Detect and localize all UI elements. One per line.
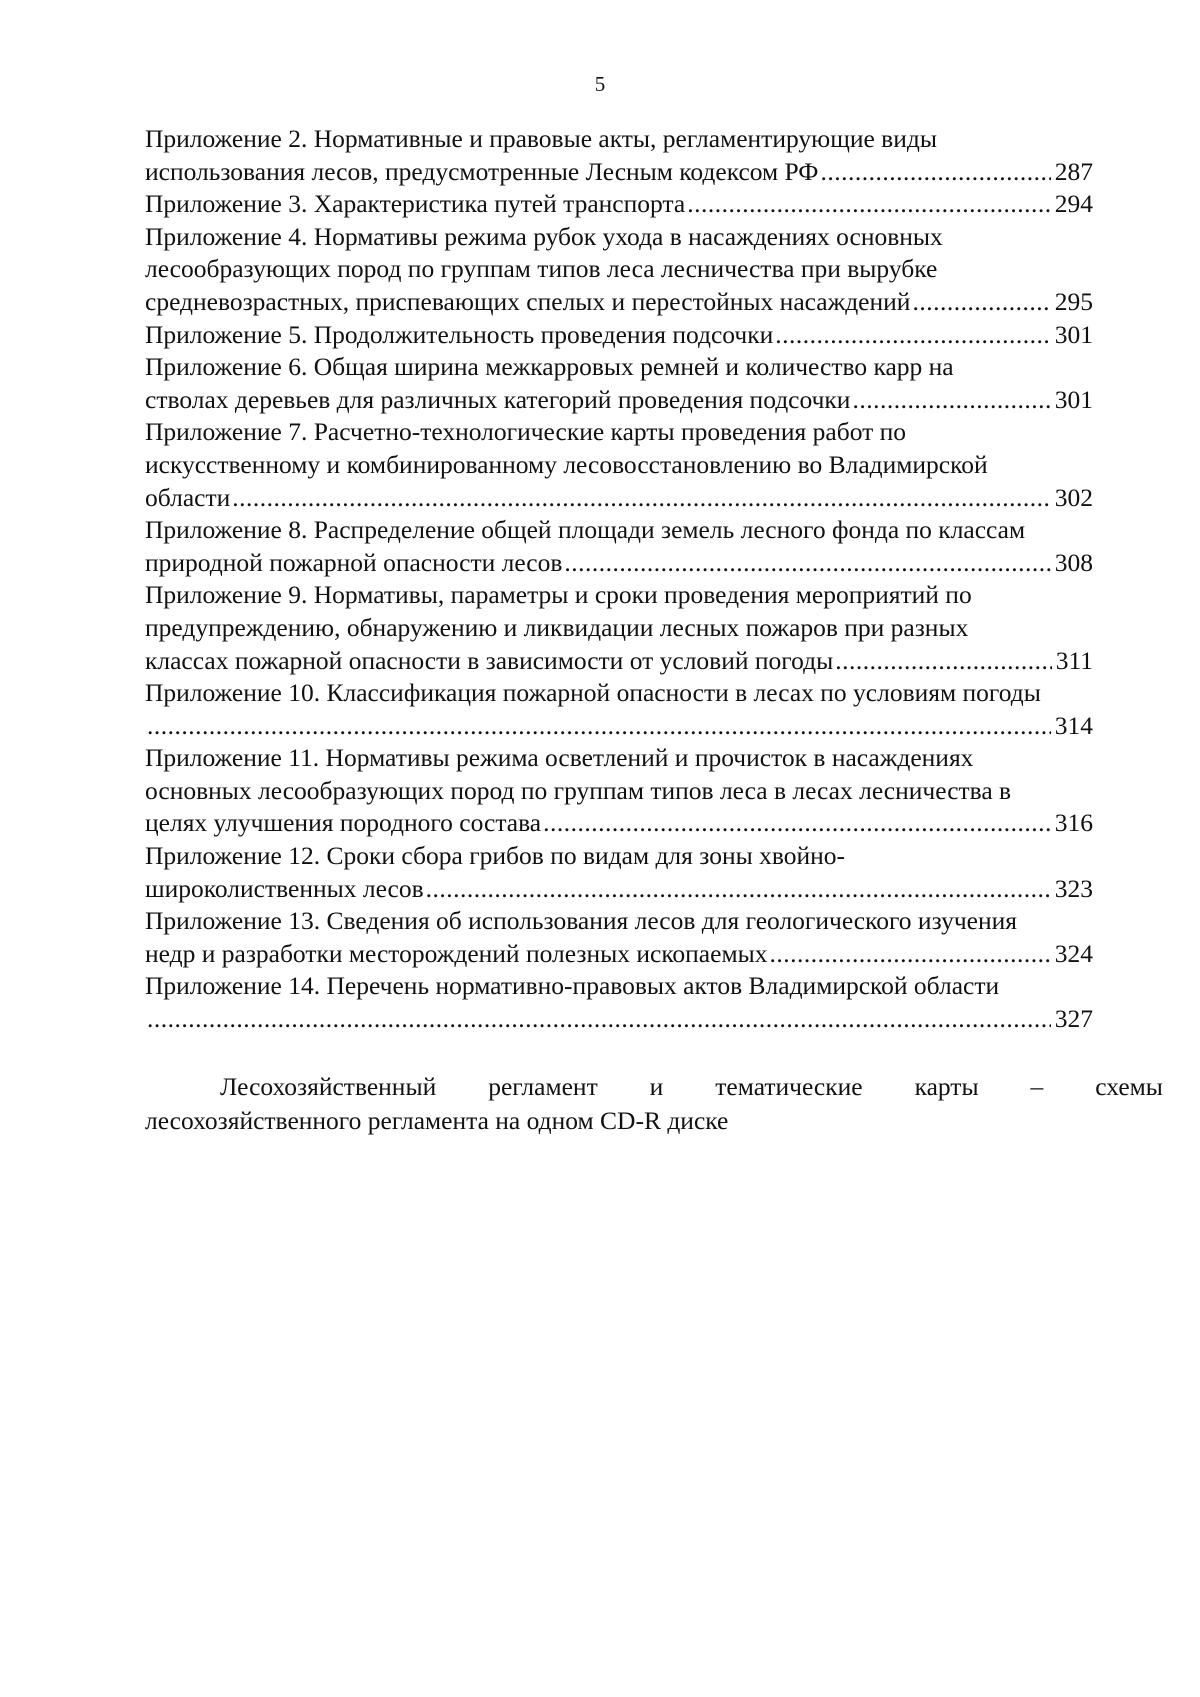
- closing-word: Лесохозяйственный: [220, 1072, 437, 1101]
- toc-entry-line: природной пожарной опасности лесов: [145, 547, 563, 577]
- toc-entry-line: Приложение 3. Характеристика путей транспорта: [145, 189, 686, 219]
- closing-word: схемы: [1095, 1072, 1163, 1101]
- toc-entry-line: стволах деревьев для различных категорий проведения подсочки: [145, 384, 851, 414]
- toc-entry: [145, 677, 1200, 742]
- toc-entry-line: Приложение 14. Перечень нормативно-правовых актов Владимирской области: [145, 971, 1000, 1001]
- dot-leader: [564, 547, 1050, 580]
- toc-page-number: 316: [1054, 808, 1093, 838]
- toc-entry-line: Приложение 2. Нормативные и правовые акты, регламентирующие виды: [145, 124, 937, 153]
- toc-entry-line: Приложение 11. Нормативы режима осветлений и прочисток в насаждениях: [145, 743, 974, 773]
- toc-page-number: 301: [1054, 319, 1093, 349]
- toc-entry-last-line: [145, 873, 1093, 906]
- dot-leader: [769, 938, 1050, 971]
- toc-entry-line: Приложение 9. Нормативы, параметры и сроки проведения мероприятий по: [145, 580, 972, 610]
- closing-line-1: [145, 1070, 1163, 1104]
- toc-entry-line: Приложение 12. Сроки сбора грибов по видам для зоны хвойно-: [145, 841, 845, 871]
- toc-entry-line: области: [145, 482, 231, 512]
- toc-entry-last-line: [145, 807, 1093, 840]
- dot-leader: [775, 319, 1051, 352]
- toc-entry-line: Приложение 10. Классификация пожарной опасности в лесах по условиям погоды: [145, 678, 1041, 708]
- toc-page-number: 294: [1054, 189, 1093, 219]
- toc-entry-line: использования лесов, предусмотренные Лесным кодексом РФ: [145, 156, 819, 186]
- toc-page-number: 324: [1054, 938, 1093, 968]
- toc-entry-line: недр и разработки месторождений полезных ископаемых: [145, 938, 768, 968]
- toc-entry: [145, 970, 1200, 1035]
- closing-line-2: лесохозяйственного регламента на одном CD-R диске: [145, 1106, 729, 1135]
- toc-entry-line: Приложение 6. Общая ширина межкарровых ремней и количество карр на: [145, 352, 954, 382]
- toc-entry-line: искусственному и комбинированному лесовосстановлению во Владимирской: [145, 449, 988, 479]
- page-number: 5: [594, 72, 606, 96]
- toc-page-number: 323: [1054, 873, 1093, 903]
- toc-entry-last-line: [145, 286, 1093, 319]
- toc-entry-last-line: [145, 319, 1093, 352]
- toc-entry-line: классах пожарной опасности в зависимости от условий погоды: [145, 645, 834, 675]
- dot-leader: [835, 645, 1051, 678]
- toc-page-number: 308: [1054, 547, 1093, 577]
- toc-page-number: 302: [1054, 482, 1093, 512]
- dot-leader: [543, 807, 1051, 840]
- dot-leader: [687, 188, 1051, 221]
- toc-entry-line: Приложение 13. Сведения об использования лесов для геологического изучения: [145, 906, 1018, 936]
- toc-entry: [145, 123, 1200, 188]
- toc-entry-line: Приложение 8. Распределение общей площади земель лесного фонда по классам: [145, 515, 1026, 545]
- toc-entry-last-line: [145, 156, 1093, 189]
- toc-entry-line: средневозрастных, приспевающих спелых и перестойных насаждений: [145, 286, 911, 316]
- toc-entry-line: Приложение 7. Расчетно-технологические карты проведения работ по: [145, 417, 907, 447]
- toc-page-number: 301: [1054, 384, 1093, 414]
- toc-entry: [145, 351, 1200, 416]
- closing-word: карты: [914, 1072, 979, 1101]
- toc-entry: [145, 514, 1200, 579]
- dot-leader: [232, 482, 1051, 515]
- toc-page-number: 311: [1055, 645, 1093, 675]
- toc-page-number: 314: [1054, 710, 1093, 740]
- toc-entry: [145, 221, 1200, 319]
- toc-entry-last-line: [145, 188, 1093, 221]
- toc-entry-line: основных лесообразующих пород по группам типов леса в лесах лесничества в: [145, 775, 1012, 805]
- toc-page-number: 327: [1054, 1004, 1093, 1034]
- dot-leader: [820, 156, 1050, 189]
- closing-word: тематические: [715, 1072, 863, 1101]
- toc-entry: [145, 840, 1200, 905]
- toc-entry: [145, 742, 1200, 840]
- toc-entry-line: Приложение 5. Продолжительность проведения подсочки: [145, 319, 774, 349]
- closing-word: и: [649, 1072, 664, 1101]
- table-of-contents: [145, 123, 1200, 1036]
- toc-entry-line: предупреждению, обнаружению и ликвидации лесных пожаров при разных: [145, 612, 969, 642]
- toc-entry: [145, 319, 1200, 352]
- toc-entry-last-line: [145, 1003, 1093, 1036]
- toc-entry: [145, 579, 1200, 677]
- closing-word: –: [1030, 1072, 1044, 1101]
- toc-entry-line: целях улучшения породного состава: [145, 808, 542, 838]
- toc-entry-last-line: [145, 384, 1093, 417]
- toc-entry-last-line: [145, 547, 1093, 580]
- toc-entry-last-line: [145, 645, 1093, 678]
- dot-leader: [852, 384, 1050, 417]
- toc-entry: [145, 416, 1200, 514]
- toc-entry: [145, 188, 1200, 221]
- toc-entry: [145, 905, 1200, 970]
- dot-leader: [147, 710, 1051, 743]
- toc-entry-line: широколиственных лесов: [145, 873, 424, 903]
- closing-word: регламент: [488, 1072, 598, 1101]
- toc-entry-line: лесообразующих пород по группам типов леса лесничества при вырубке: [145, 254, 938, 284]
- toc-entry-last-line: [145, 710, 1093, 743]
- toc-entry-last-line: [145, 482, 1093, 515]
- toc-page-number: 287: [1054, 156, 1093, 186]
- dot-leader: [426, 873, 1051, 906]
- dot-leader: [912, 286, 1050, 319]
- toc-entry-line: Приложение 4. Нормативы режима рубок ухода в насаждениях основных: [145, 221, 943, 251]
- dot-leader: [147, 1003, 1051, 1036]
- toc-page-number: 295: [1054, 286, 1093, 316]
- closing-paragraph: [145, 1070, 1163, 1138]
- toc-entry-last-line: [145, 938, 1093, 971]
